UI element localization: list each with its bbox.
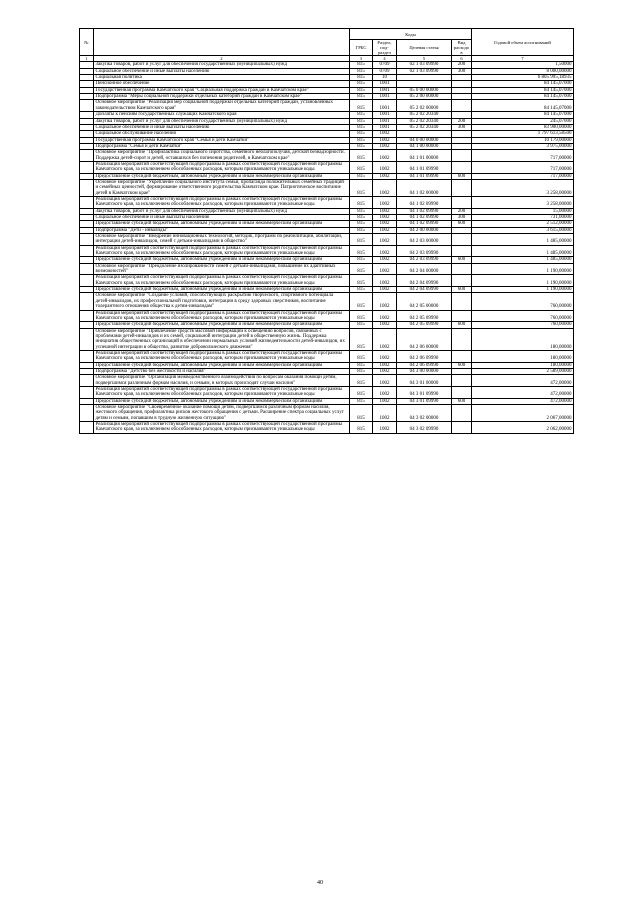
row-grbs: 815 <box>350 173 373 179</box>
column-number: 6 <box>452 56 472 62</box>
row-name: Основное мероприятие "Создание условий, способствующих раскрытию творческого, спортивного потенциала детей-инвалидов, их профессиональной подготовки, интеграции в среду здоровых сверстников, воспитание толерантного отношения общества к детям-инвалидам" <box>94 293 350 310</box>
row-grbs: 815 <box>350 143 373 149</box>
row-number <box>80 405 94 422</box>
row-expense-type: 600 <box>452 173 472 179</box>
row-target-article: 04 1 01 09990 <box>397 173 452 179</box>
table-row <box>80 375 574 387</box>
row-name: Закупка товаров, работ и услуг для обеспечения государственных (муниципальных) нужд <box>94 118 350 124</box>
row-name: Реализация мероприятий соответствующей подпрограммы в рамках соответствующей государственной программы Камчатского края, за исключением обособленных расходов, которым присваиваются уникальные коды <box>94 310 350 322</box>
row-grbs: 815 <box>350 362 373 368</box>
page-number: 40 <box>317 880 323 886</box>
row-section: 1002 <box>373 196 397 208</box>
header-target-article: Целевая статья <box>397 40 452 56</box>
row-grbs: 815 <box>350 322 373 328</box>
row-sum: 760,00000 <box>472 322 574 328</box>
row-section: 0709 <box>373 62 397 68</box>
row-target-article: 04 2 00 00000 <box>397 227 452 233</box>
header-annual-sum: Годовой объем ассигнований <box>472 29 574 56</box>
row-grbs: 815 <box>350 81 373 87</box>
row-sum: 84 145,07000 <box>472 81 574 87</box>
row-number <box>80 310 94 322</box>
row-expense-type <box>452 179 472 196</box>
row-sum: 760,00000 <box>472 293 574 310</box>
row-expense-type: 600 <box>452 257 472 263</box>
table-row <box>80 422 574 434</box>
row-grbs: 815 <box>350 68 373 74</box>
row-name: Основное мероприятие "Внедрение инновационных технологий, методик, программ по реабилитации, абилитации, интеграции детей-инвалидов, семей с детьми-инвалидами в общество" <box>94 234 350 246</box>
row-target-article: 04 2 03 09990 <box>397 257 452 263</box>
row-grbs: 815 <box>350 405 373 422</box>
table-row <box>80 245 574 257</box>
row-sum: 1 190,00000 <box>472 287 574 293</box>
row-target-article: 04 2 05 00000 <box>397 293 452 310</box>
row-target-article: 05 2 02 20340 <box>397 112 452 118</box>
row-section: 0709 <box>373 68 397 74</box>
header-codes: Коды <box>350 29 472 40</box>
row-sum: 1 485,00000 <box>472 257 574 263</box>
row-sum: 180,00000 <box>472 362 574 368</box>
row-name: Пенсионное обеспечение <box>94 81 350 87</box>
row-sum: 84 145,07000 <box>472 94 574 100</box>
table-row <box>80 405 574 422</box>
row-grbs: 815 <box>350 234 373 246</box>
row-grbs: 815 <box>350 310 373 322</box>
row-name: Предоставление субсидий бюджетным, автономным учреждениям и иным некоммерческим организациям <box>94 322 350 328</box>
row-name: Предоставление субсидий бюджетным, автономным учреждениям и иным некоммерческим организациям <box>94 173 350 179</box>
column-number: 2 <box>94 56 350 62</box>
row-section: 1002 <box>373 234 397 246</box>
row-sum: 2 062,00000 <box>472 422 574 434</box>
row-name: Государственная программа Камчатского края "Социальная поддержка граждан в Камчатском крае" <box>94 87 350 93</box>
row-number <box>80 196 94 208</box>
table-row <box>80 196 574 208</box>
row-name: Предоставление субсидий бюджетным, автономным учреждениям и иным некоммерческим организациям <box>94 221 350 227</box>
row-target-article: 04 2 03 09990 <box>397 245 452 257</box>
table-row <box>80 328 574 350</box>
row-grbs: 815 <box>350 62 373 68</box>
row-section: 1001 <box>373 94 397 100</box>
table-row <box>80 263 574 275</box>
row-sum: 717,00000 <box>472 161 574 173</box>
row-section: 1002 <box>373 263 397 275</box>
row-section: 1002 <box>373 150 397 162</box>
row-name: Предоставление субсидий бюджетным, автономным учреждениям и иным некоммерческим организациям <box>94 287 350 293</box>
row-expense-type <box>452 328 472 350</box>
row-name: Предоставление субсидий бюджетным, автономным учреждениям и иным некоммерческим организациям <box>94 362 350 368</box>
row-number <box>80 245 94 257</box>
row-target-article: 04 3 02 09990 <box>397 422 452 434</box>
row-sum: 3 615,00000 <box>472 227 574 233</box>
row-grbs: 815 <box>350 263 373 275</box>
row-expense-type <box>452 161 472 173</box>
row-sum: 2 589,00000 <box>472 368 574 374</box>
row-expense-type: 200 <box>452 208 472 214</box>
row-target-article: 04 0 00 00000 <box>397 137 452 143</box>
row-expense-type: 300 <box>452 215 472 221</box>
row-name: Реализация мероприятий соответствующей подпрограммы в рамках соответствующей государственной программы Камчатского края, за исключением обособленных расходов, которым присваиваются уникальные коды <box>94 161 350 173</box>
row-sum: 472,00000 <box>472 398 574 404</box>
row-target-article: 04 2 05 09990 <box>397 310 452 322</box>
row-section: 1002 <box>373 322 397 328</box>
row-target-article: 04 2 06 09990 <box>397 362 452 368</box>
row-grbs: 815 <box>350 257 373 263</box>
row-target-article: 05 0 00 00000 <box>397 87 452 93</box>
column-number: 5 <box>397 56 452 62</box>
row-name: Основное мероприятие "Привлечение средств массовой информации к освещению вопросов, связанных с проблемами детей-инвалидов и их семей, социальной интеграции детей в общественную жизнь. Поддержка инициатив общественных организаций в обеспечении нормальных условий жизнедеятельности детей-инвалидов, их успешной интеграции в общество, развитие добровольческого движения" <box>94 328 350 350</box>
row-section: 1002 <box>373 310 397 322</box>
row-sum: 3 258,00000 <box>472 179 574 196</box>
row-grbs: 815 <box>350 350 373 362</box>
row-name: Закупка товаров, работ и услуг для обеспечения государственных (муниципальных) нужд <box>94 62 350 68</box>
table-row <box>80 100 574 112</box>
row-grbs: 815 <box>350 196 373 208</box>
row-section: 1001 <box>373 81 397 87</box>
row-target-article: 04 3 00 00000 <box>397 368 452 374</box>
row-grbs: 815 <box>350 150 373 162</box>
row-sum: 472,00000 <box>472 386 574 398</box>
row-target-article: 05 2 02 20340 <box>397 118 452 124</box>
row-grbs: 815 <box>350 87 373 93</box>
row-grbs: 815 <box>350 398 373 404</box>
row-sum: 717,00000 <box>472 150 574 162</box>
row-expense-type <box>452 234 472 246</box>
row-number <box>80 275 94 287</box>
row-target-article: 04 1 01 00000 <box>397 150 452 162</box>
row-grbs: 815 <box>350 215 373 221</box>
row-target-article: 04 3 01 00000 <box>397 375 452 387</box>
row-sum: 3 258,00000 <box>472 196 574 208</box>
row-section: 1002 <box>373 173 397 179</box>
table-row <box>80 350 574 362</box>
row-section: 1002 <box>373 179 397 196</box>
table-row <box>80 161 574 173</box>
row-section: 1001 <box>373 118 397 124</box>
row-expense-type <box>452 100 472 112</box>
row-section: 1002 <box>373 398 397 404</box>
row-target-article: 04 1 01 09990 <box>397 161 452 173</box>
row-sum: 6 805 995,18935 <box>472 75 574 81</box>
row-grbs: 815 <box>350 112 373 118</box>
row-target-article: 04 2 04 09990 <box>397 275 452 287</box>
row-sum: 717,00000 <box>472 173 574 179</box>
row-section: 1002 <box>373 386 397 398</box>
row-target-article: 04 2 06 09990 <box>397 350 452 362</box>
row-grbs: 815 <box>350 275 373 287</box>
row-target-article: 04 2 04 09990 <box>397 287 452 293</box>
row-grbs: 815 <box>350 293 373 310</box>
row-number <box>80 234 94 246</box>
row-target-article: 04 3 02 00000 <box>397 405 452 422</box>
row-section: 1001 <box>373 124 397 130</box>
row-name: Основное мероприятие "Преодоление изолированности семей с детьми-инвалидами, повышение их адаптивных возможностей" <box>94 263 350 275</box>
column-number: 3 <box>350 56 373 62</box>
row-target-article: 04 2 04 00000 <box>397 263 452 275</box>
row-target-article: 04 2 03 00000 <box>397 234 452 246</box>
row-section: 1002 <box>373 293 397 310</box>
row-section: 1002 <box>373 215 397 221</box>
row-sum: 1 190,00000 <box>472 275 574 287</box>
table-row <box>80 234 574 246</box>
table-row <box>80 310 574 322</box>
row-target-article: 04 1 02 09990 <box>397 208 452 214</box>
row-name: Подпрограмма "Дети - инвалиды" <box>94 227 350 233</box>
row-section: 1002 <box>373 131 397 137</box>
row-target-article: 05 2 02 00000 <box>397 100 452 112</box>
row-grbs: 815 <box>350 94 373 100</box>
row-number <box>80 293 94 310</box>
table-row <box>80 150 574 162</box>
row-target-article: 04 1 02 00000 <box>397 179 452 196</box>
row-name: Основное мероприятие "Реализация мер социальной поддержки отдельных категорий граждан, установленных законодательством Камчатского края" <box>94 100 350 112</box>
row-number <box>80 100 94 112</box>
row-number <box>80 386 94 398</box>
row-name: Подпрограмма "Детство без жестокости и насилия" <box>94 368 350 374</box>
row-grbs: 815 <box>350 221 373 227</box>
row-section: 1002 <box>373 362 397 368</box>
row-name: Социальное обеспечение и иные выплаты населению <box>94 215 350 221</box>
row-grbs: 815 <box>350 124 373 130</box>
row-expense-type <box>452 263 472 275</box>
row-name: Подпрограмма "Семья и дети Камчатки" <box>94 143 350 149</box>
row-number <box>80 422 94 434</box>
row-expense-type: 600 <box>452 287 472 293</box>
header-grbs: ГРБС <box>350 40 373 56</box>
row-target-article: 05 2 02 20340 <box>397 124 452 130</box>
row-section: 1001 <box>373 87 397 93</box>
row-expense-type: 200 <box>452 118 472 124</box>
row-grbs: 815 <box>350 375 373 387</box>
row-grbs: 815 <box>350 227 373 233</box>
row-expense-type: 300 <box>452 124 472 130</box>
row-sum: 1 797 613,58500 <box>472 131 574 137</box>
row-target-article: 04 1 02 09990 <box>397 221 452 227</box>
row-expense-type <box>452 150 472 162</box>
row-section: 1002 <box>373 350 397 362</box>
row-sum: 84 145,07000 <box>472 87 574 93</box>
row-section: 1002 <box>373 328 397 350</box>
row-sum: 731,00000 <box>472 215 574 221</box>
row-name: Государственная программа Камчатского края "Семья и дети Камчатки" <box>94 137 350 143</box>
row-number <box>80 328 94 350</box>
row-expense-type: 600 <box>452 398 472 404</box>
row-expense-type <box>452 422 472 434</box>
row-grbs: 815 <box>350 422 373 434</box>
row-expense-type: 600 <box>452 322 472 328</box>
table-row <box>80 293 574 310</box>
row-section: 1002 <box>373 143 397 149</box>
row-sum: 3 975,00000 <box>472 143 574 149</box>
row-sum: 2 512,00000 <box>472 221 574 227</box>
row-name: Социальное обеспечение и иные выплаты населению <box>94 68 350 74</box>
row-number <box>80 161 94 173</box>
row-number <box>80 350 94 362</box>
row-section: 1002 <box>373 137 397 143</box>
table-row <box>80 275 574 287</box>
row-sum: 15,00000 <box>472 208 574 214</box>
budget-sheet <box>79 28 573 434</box>
header-number: № <box>80 29 94 56</box>
row-expense-type <box>452 375 472 387</box>
row-sum: 8 000,00000 <box>472 68 574 74</box>
row-section: 1002 <box>373 208 397 214</box>
row-name: Социальная политика <box>94 75 350 81</box>
row-expense-type <box>452 350 472 362</box>
row-section: 1002 <box>373 287 397 293</box>
row-name: Социальное обслуживание населения <box>94 131 350 137</box>
row-grbs: 815 <box>350 179 373 196</box>
row-name: Предоставление субсидий бюджетным, автономным учреждениям и иным некоммерческим организациям <box>94 257 350 263</box>
row-grbs: 815 <box>350 386 373 398</box>
row-number <box>80 150 94 162</box>
row-expense-type: 300 <box>452 68 472 74</box>
row-grbs: 815 <box>350 100 373 112</box>
row-section: 1002 <box>373 405 397 422</box>
row-name: Реализация мероприятий соответствующей подпрограммы в рамках соответствующей государственной программы Камчатского края, за исключением обособленных расходов, которым присваиваются уникальные коды <box>94 386 350 398</box>
row-target-article: 04 2 05 09990 <box>397 322 452 328</box>
row-number <box>80 375 94 387</box>
column-number: 1 <box>80 56 94 62</box>
row-sum: 1,50000 <box>472 62 574 68</box>
row-name: Доплаты к пенсиям государственных служащих Камчатского края <box>94 112 350 118</box>
row-target-article: 04 1 02 09990 <box>397 196 452 208</box>
row-target-article: 04 1 00 00000 <box>397 143 452 149</box>
row-section: 1002 <box>373 161 397 173</box>
row-name: Основное мероприятие "Организация межведомственного взаимодействия по вопросам оказания помощи детям, подвергшимся различным формам насилия, и семьям, в которых происходят случаи насилия" <box>94 375 350 387</box>
row-section: 1002 <box>373 221 397 227</box>
row-section: 1002 <box>373 422 397 434</box>
row-expense-type <box>452 245 472 257</box>
column-number: 4 <box>373 56 397 62</box>
row-section: 1002 <box>373 257 397 263</box>
row-section: 1002 <box>373 368 397 374</box>
table-row <box>80 179 574 196</box>
row-name: Подпрограмма "Меры социальной поддержки отдельных категорий граждан в Камчатском крае" <box>94 94 350 100</box>
row-section: 1002 <box>373 275 397 287</box>
row-grbs: 815 <box>350 368 373 374</box>
row-expense-type: 600 <box>452 221 472 227</box>
row-name: Реализация мероприятий соответствующей подпрограммы в рамках соответствующей государственной программы Камчатского края, за исключением обособленных расходов, которым присваиваются уникальные коды <box>94 196 350 208</box>
header-section: Раздел, под-раздел <box>373 40 397 56</box>
row-section: 10 <box>373 75 397 81</box>
header-expense-type: Вид расходов <box>452 40 472 56</box>
row-target-article: 04 2 06 00000 <box>397 328 452 350</box>
header-name <box>94 29 350 56</box>
row-grbs: 815 <box>350 131 373 137</box>
row-grbs: 815 <box>350 161 373 173</box>
row-sum: 84 145,07000 <box>472 100 574 112</box>
row-sum: 180,00000 <box>472 328 574 350</box>
row-section: 1001 <box>373 112 397 118</box>
row-sum: 83 900,00000 <box>472 124 574 130</box>
row-section: 1002 <box>373 245 397 257</box>
row-expense-type <box>452 386 472 398</box>
row-expense-type: 200 <box>452 62 472 68</box>
row-target-article: 04 3 01 09990 <box>397 386 452 398</box>
row-target-article: 04 1 02 09990 <box>397 215 452 221</box>
row-number <box>80 179 94 196</box>
row-section: 1001 <box>373 100 397 112</box>
row-expense-type <box>452 405 472 422</box>
row-sum: 1 485,00000 <box>472 245 574 257</box>
row-number <box>80 263 94 275</box>
budget-table <box>79 28 574 434</box>
table-row <box>80 386 574 398</box>
row-section: 1002 <box>373 375 397 387</box>
row-name: Основное мероприятие "Укрепление социального института семьи, пропаганда положительных семейных традиций и семейных ценностей, формирование ответственного родительства Камчатском крае. Патриотическое воспитание детей в Камчатском крае" <box>94 179 350 196</box>
row-sum: 245,07000 <box>472 118 574 124</box>
row-name: Основное мероприятие "Своевременное оказание помощи детям, подвергшимся различным формам насилия, жестокого обращения, профилактика рисков жестокого обращения с детьми. Расширение спектра социальных услуг детям и семьям, попавшим в трудную жизненную ситуацию" <box>94 405 350 422</box>
row-sum: 180,00000 <box>472 350 574 362</box>
row-sum: 1 485,00000 <box>472 234 574 246</box>
row-name: Закупка товаров, работ и услуг для обеспечения государственных (муниципальных) нужд <box>94 208 350 214</box>
row-expense-type <box>452 293 472 310</box>
row-target-article: 02 1 03 09990 <box>397 62 452 68</box>
row-name: Реализация мероприятий соответствующей подпрограммы в рамках соответствующей государственной программы Камчатского края, за исключением обособленных расходов, которым присваиваются уникальные коды <box>94 422 350 434</box>
row-grbs: 815 <box>350 137 373 143</box>
row-name: Основное мероприятие "Профилактика социального сиротства, семейного неблагополучия, детской безнадзорности. Поддержка детей-сирот и детей, оставшихся без попечения родителей, в Камчатском крае" <box>94 150 350 162</box>
row-grbs: 815 <box>350 328 373 350</box>
row-sum: 84 145,07000 <box>472 112 574 118</box>
row-sum: 10 179,00000 <box>472 137 574 143</box>
row-sum: 760,00000 <box>472 310 574 322</box>
row-name: Социальное обеспечение и иные выплаты населению <box>94 124 350 130</box>
row-grbs: 815 <box>350 208 373 214</box>
row-target-article: 04 3 01 09990 <box>397 398 452 404</box>
column-number: 7 <box>472 56 574 62</box>
row-grbs: 815 <box>350 75 373 81</box>
row-grbs: 815 <box>350 245 373 257</box>
row-name: Реализация мероприятий соответствующей подпрограммы в рамках соответствующей государственной программы Камчатского края, за исключением обособленных расходов, которым присваиваются уникальные коды <box>94 245 350 257</box>
row-section: 1002 <box>373 227 397 233</box>
row-name: Предоставление субсидий бюджетным, автономным учреждениям и иным некоммерческим организациям <box>94 398 350 404</box>
row-expense-type <box>452 310 472 322</box>
row-name: Реализация мероприятий соответствующей подпрограммы в рамках соответствующей государственной программы Камчатского края, за исключением обособленных расходов, которым присваиваются уникальные коды <box>94 350 350 362</box>
row-sum: 2 067,00000 <box>472 405 574 422</box>
row-target-article: 02 1 03 09990 <box>397 68 452 74</box>
row-sum: 472,00000 <box>472 375 574 387</box>
row-expense-type: 600 <box>452 362 472 368</box>
row-grbs: 815 <box>350 287 373 293</box>
row-expense-type <box>452 196 472 208</box>
row-grbs: 815 <box>350 118 373 124</box>
row-expense-type <box>452 275 472 287</box>
row-name: Реализация мероприятий соответствующей подпрограммы в рамках соответствующей государственной программы Камчатского края, за исключением обособленных расходов, которым присваиваются уникальные коды <box>94 275 350 287</box>
row-sum: 1 190,00000 <box>472 263 574 275</box>
row-target-article: 05 2 00 00000 <box>397 94 452 100</box>
